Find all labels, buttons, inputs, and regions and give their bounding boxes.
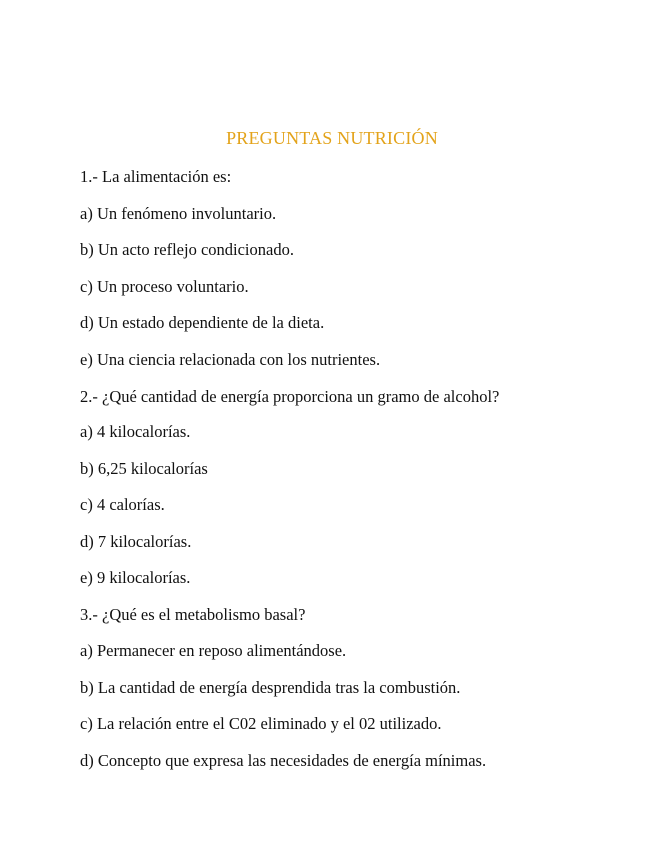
question-3-option-c: c) La relación entre el C02 eliminado y el 02 utilizado. xyxy=(80,714,442,733)
question-3-option-a: a) Permanecer en reposo alimentándose. xyxy=(80,641,347,660)
question-1-option-d: d) Un estado dependiente de la dieta. xyxy=(80,313,325,332)
question-2-option-e: e) 9 kilocalorías. xyxy=(80,568,191,587)
question-3-option-d: d) Concepto que expresa las necesidades de energía mínimas. xyxy=(80,750,487,770)
question-1: 1.- La alimentación es: xyxy=(80,167,232,186)
question-3: 3.- ¿Qué es el metabolismo basal? xyxy=(80,604,306,624)
question-2-option-b: b) 6,25 kilocalorías xyxy=(80,458,208,478)
question-2: 2.- ¿Qué cantidad de energía proporciona un gramo de alcohol? xyxy=(80,387,500,406)
document-body xyxy=(80,166,550,786)
question-2-option-a: a) 4 kilocalorías. xyxy=(80,422,191,441)
question-1-option-e: e) Una ciencia relacionada con los nutrientes. xyxy=(80,349,381,369)
question-1-option-b: b) Un acto reflejo condicionado. xyxy=(80,240,294,259)
question-1-option-a: a) Un fenómeno involuntario. xyxy=(80,203,277,223)
question-1-option-c: c) Un proceso voluntario. xyxy=(80,276,249,296)
question-2-option-d: d) 7 kilocalorías. xyxy=(80,531,192,551)
document-title: PREGUNTAS NUTRICIÓN xyxy=(226,128,438,148)
question-3-option-b: b) La cantidad de energía desprendida tras la combustión. xyxy=(80,677,461,697)
question-2-option-c: c) 4 calorías. xyxy=(80,495,165,514)
